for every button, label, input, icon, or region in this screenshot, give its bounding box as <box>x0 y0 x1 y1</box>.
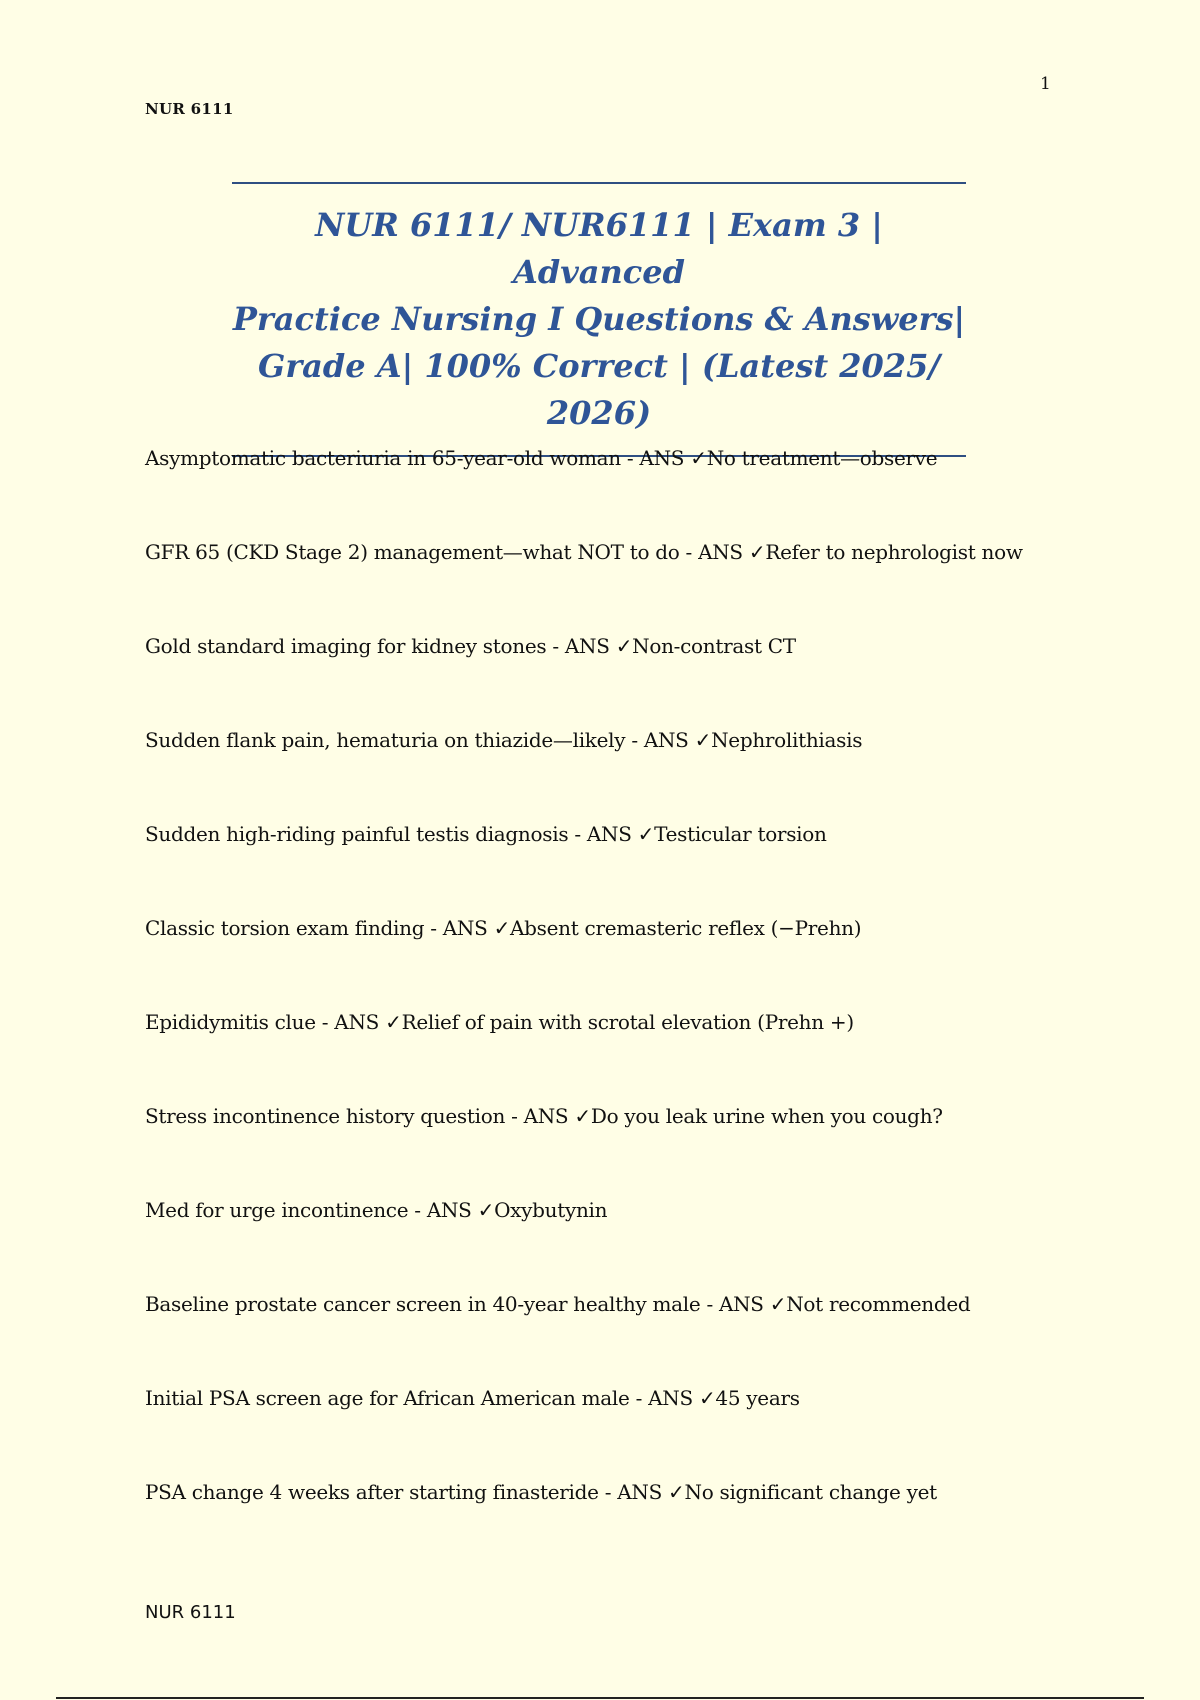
qa-item: Stress incontinence history question - ANS ✓Do you leak urine when you cough? <box>145 1104 943 1128</box>
title-line: Grade A| 100% Correct | (Latest 2025/ 2026) <box>257 347 941 432</box>
title-block <box>232 182 966 457</box>
header-course-code: NUR 6111 <box>145 100 234 118</box>
title-line: Practice Nursing I Questions & Answers| <box>232 300 966 338</box>
qa-item: Asymptomatic bacteriuria in 65-year-old woman - ANS ✓No treatment—observe <box>145 446 938 470</box>
footer-course-code: NUR 6111 <box>145 1602 236 1623</box>
qa-item: Baseline prostate cancer screen in 40-year healthy male - ANS ✓Not recommended <box>145 1292 971 1316</box>
footer-divider <box>56 1697 1144 1699</box>
title-line: NUR 6111/ NUR6111 | Exam 3 | Advanced <box>315 206 883 291</box>
qa-item: Sudden high-riding painful testis diagnosis - ANS ✓Testicular torsion <box>145 822 827 846</box>
document-title <box>232 202 966 437</box>
page-number: 1 <box>1040 74 1051 94</box>
qa-item: Med for urge incontinence - ANS ✓Oxybutynin <box>145 1198 608 1222</box>
qa-item: Initial PSA screen age for African American male - ANS ✓45 years <box>145 1386 800 1410</box>
qa-item: Gold standard imaging for kidney stones - ANS ✓Non-contrast CT <box>145 634 796 658</box>
qa-item: Classic torsion exam finding - ANS ✓Absent cremasteric reflex (−Prehn) <box>145 916 862 940</box>
qa-item: Epididymitis clue - ANS ✓Relief of pain with scrotal elevation (Prehn +) <box>145 1010 854 1034</box>
qa-list <box>145 443 1105 1571</box>
qa-item: GFR 65 (CKD Stage 2) management—what NOT to do - ANS ✓Refer to nephrologist now <box>145 540 1023 564</box>
qa-item: PSA change 4 weeks after starting finasteride - ANS ✓No significant change yet <box>145 1480 937 1504</box>
qa-item: Sudden flank pain, hematuria on thiazide—likely - ANS ✓Nephrolithiasis <box>145 728 863 752</box>
